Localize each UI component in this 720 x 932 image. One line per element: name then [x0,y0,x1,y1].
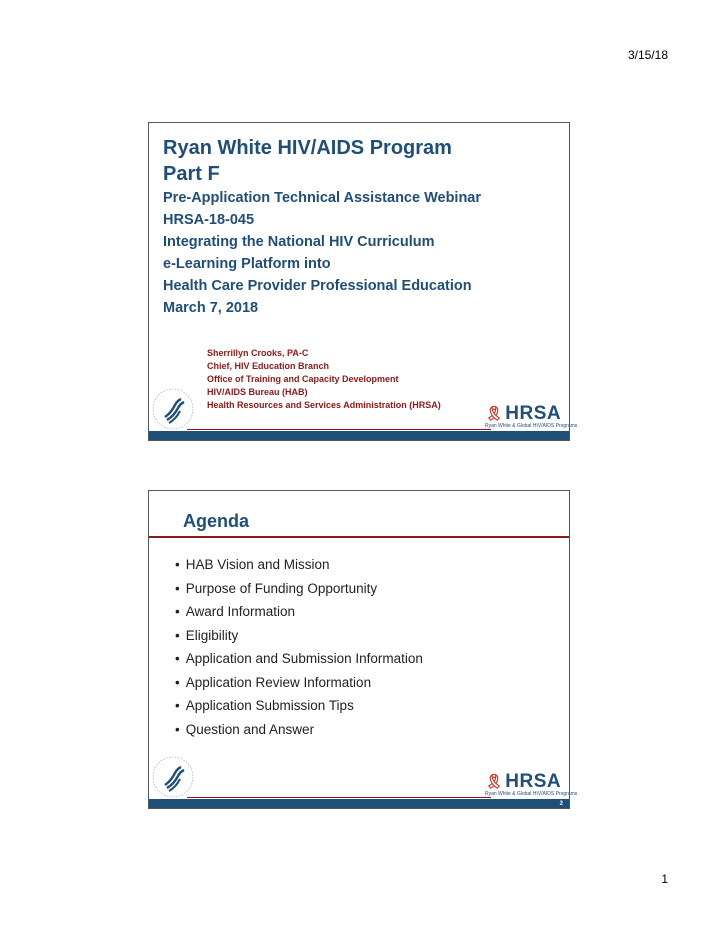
hrsa-tagline: Ryan White & Global HIV/AIDS Programs [485,791,578,797]
subtitle-line: March 7, 2018 [163,300,259,316]
slide-2 [148,490,578,809]
slide-number: 2 [559,801,563,807]
page-date: 3/15/18 [627,48,668,62]
title-line: Part F [163,163,220,185]
red-ribbon-icon: 🎗 [485,773,504,789]
hhs-eagle-icon [151,387,195,431]
presenter-line: Chief, HIV Education Branch [207,361,330,371]
agenda-item: • Question and Answer [175,718,423,742]
hrsa-logo [485,771,578,797]
title-divider [149,536,569,538]
agenda-item: • Application and Submission Information [175,647,423,671]
agenda-item: • HAB Vision and Mission [175,553,423,577]
footer-divider [187,429,491,430]
footer-divider [187,797,491,798]
slide-1 [148,122,578,441]
subtitle-line: Pre-Application Technical Assistance Webinar [163,190,482,206]
hrsa-wordmark: HRSA [505,403,562,424]
agenda-item: • Application Submission Tips [175,694,423,718]
agenda-item: • Purpose of Funding Opportunity [175,577,423,601]
slide-bottom-bar [149,431,569,440]
red-ribbon-icon: 🎗 [485,405,504,421]
subtitle-line: Health Care Provider Professional Education [163,278,472,294]
agenda-list [175,553,423,741]
agenda-item: • Award Information [175,600,423,624]
hrsa-wordmark: HRSA [505,771,562,792]
subtitle-line: HRSA-18-045 [163,212,255,228]
presenter-line: Health Resources and Services Administration (HRSA) [207,400,441,410]
presenter-line: HIV/AIDS Bureau (HAB) [207,387,308,397]
agenda-item: • Application Review Information [175,671,423,695]
presenter-line: Sherrillyn Crooks, PA-C [207,348,309,358]
title-line: Ryan White HIV/AIDS Program [163,137,452,159]
slide-1-title [163,135,452,187]
agenda-title: Agenda [183,511,250,531]
hrsa-tagline: Ryan White & Global HIV/AIDS Programs [485,423,578,429]
hhs-eagle-icon [151,755,195,799]
page-number: 1 [661,872,668,886]
hrsa-logo [485,403,578,429]
subtitle-line: Integrating the National HIV Curriculum [163,234,435,250]
slide-1-subtitle [163,187,481,319]
slide-bottom-bar [149,799,569,808]
presenter-info [207,347,441,412]
subtitle-line: e-Learning Platform into [163,256,331,272]
presenter-line: Office of Training and Capacity Development [207,374,399,384]
agenda-item: • Eligibility [175,624,423,648]
